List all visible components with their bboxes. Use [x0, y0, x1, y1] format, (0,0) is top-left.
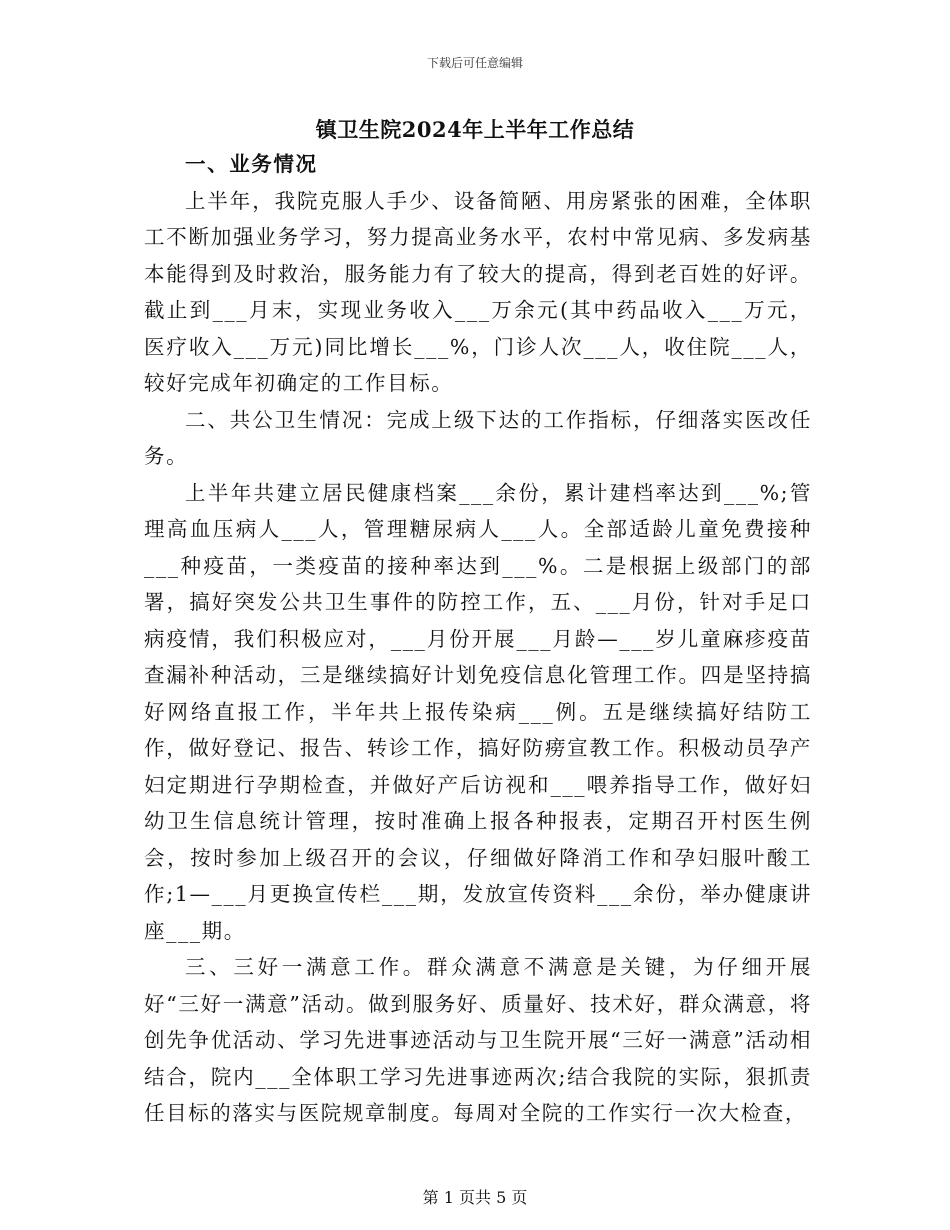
- paragraph-business: 上半年，我院克服人手少、设备简陋、用房紧张的困难，全体职工不断加强业务学习，努力提高业务水平，农村中常见病、多发病基本能得到及时救治，服务能力有了较大的提高，得到老百姓的好评。截止到___月末，实现业务收入___万余元(其中药品收入___万元，医疗收入___万元)同比增长___%，门诊人次___人，收住院___人，较好完成年初确定的工作目标。: [144, 188, 812, 395]
- document-title: 镇卫生院2024年上半年工作总结: [315, 117, 635, 142]
- paragraph-public-health-heading: 二、共公卫生情况：完成上级下达的工作指标，仔细落实医改任务。: [144, 407, 812, 468]
- section-heading: 一、业务情况: [185, 152, 318, 176]
- header-note: 下载后可任意编辑: [426, 56, 523, 70]
- paragraph-three-good: 三、三好一满意工作。群众满意不满意是关键，为仔细开展好“三好一满意”活动。做到服务好、质量好、技术好，群众满意，将创先争优活动、学习先进事迹活动与卫生院开展“三好一满意”活动相结合，院内___全体职工学习先进事迹两次;结合我院的实际，狠抓责任目标的落实与医院规章制度。每周对全院的工作实行一次大检查，: [144, 955, 812, 1125]
- paragraph-public-health: 上半年共建立居民健康档案___余份，累计建档率达到___%;管理高血压病人___人，管理糖尿病人___人。全部适龄儿童免费接种___种疫苗，一类疫苗的接种率达到___%。二是根据上级部门的部署，搞好突发公共卫生事件的防控工作，五、___月份，针对手足口病疫情，我们积极应对，___月份开展___月龄—___岁儿童麻疹疫苗查漏补种活动，三是继续搞好计划免疫信息化管理工作。四是坚持搞好网络直报工作，半年共上报传染病___例。五是继续搞好结防工作，做好登记、报告、转诊工作，搞好防痨宣教工作。积极动员孕产妇定期进行孕期检查，并做好产后访视和___喂养指导工作，做好妇幼卫生信息统计管理，按时准确上报各种报表，定期召开村医生例会，按时参加上级召开的会议，仔细做好降消工作和孕妇服叶酸工作;1—___月更换宣传栏___期，发放宣传资料___余份，举办健康讲座___期。: [144, 480, 812, 943]
- page-footer: 第 1 页共 5 页: [422, 1188, 528, 1207]
- document-body: [144, 146, 812, 1132]
